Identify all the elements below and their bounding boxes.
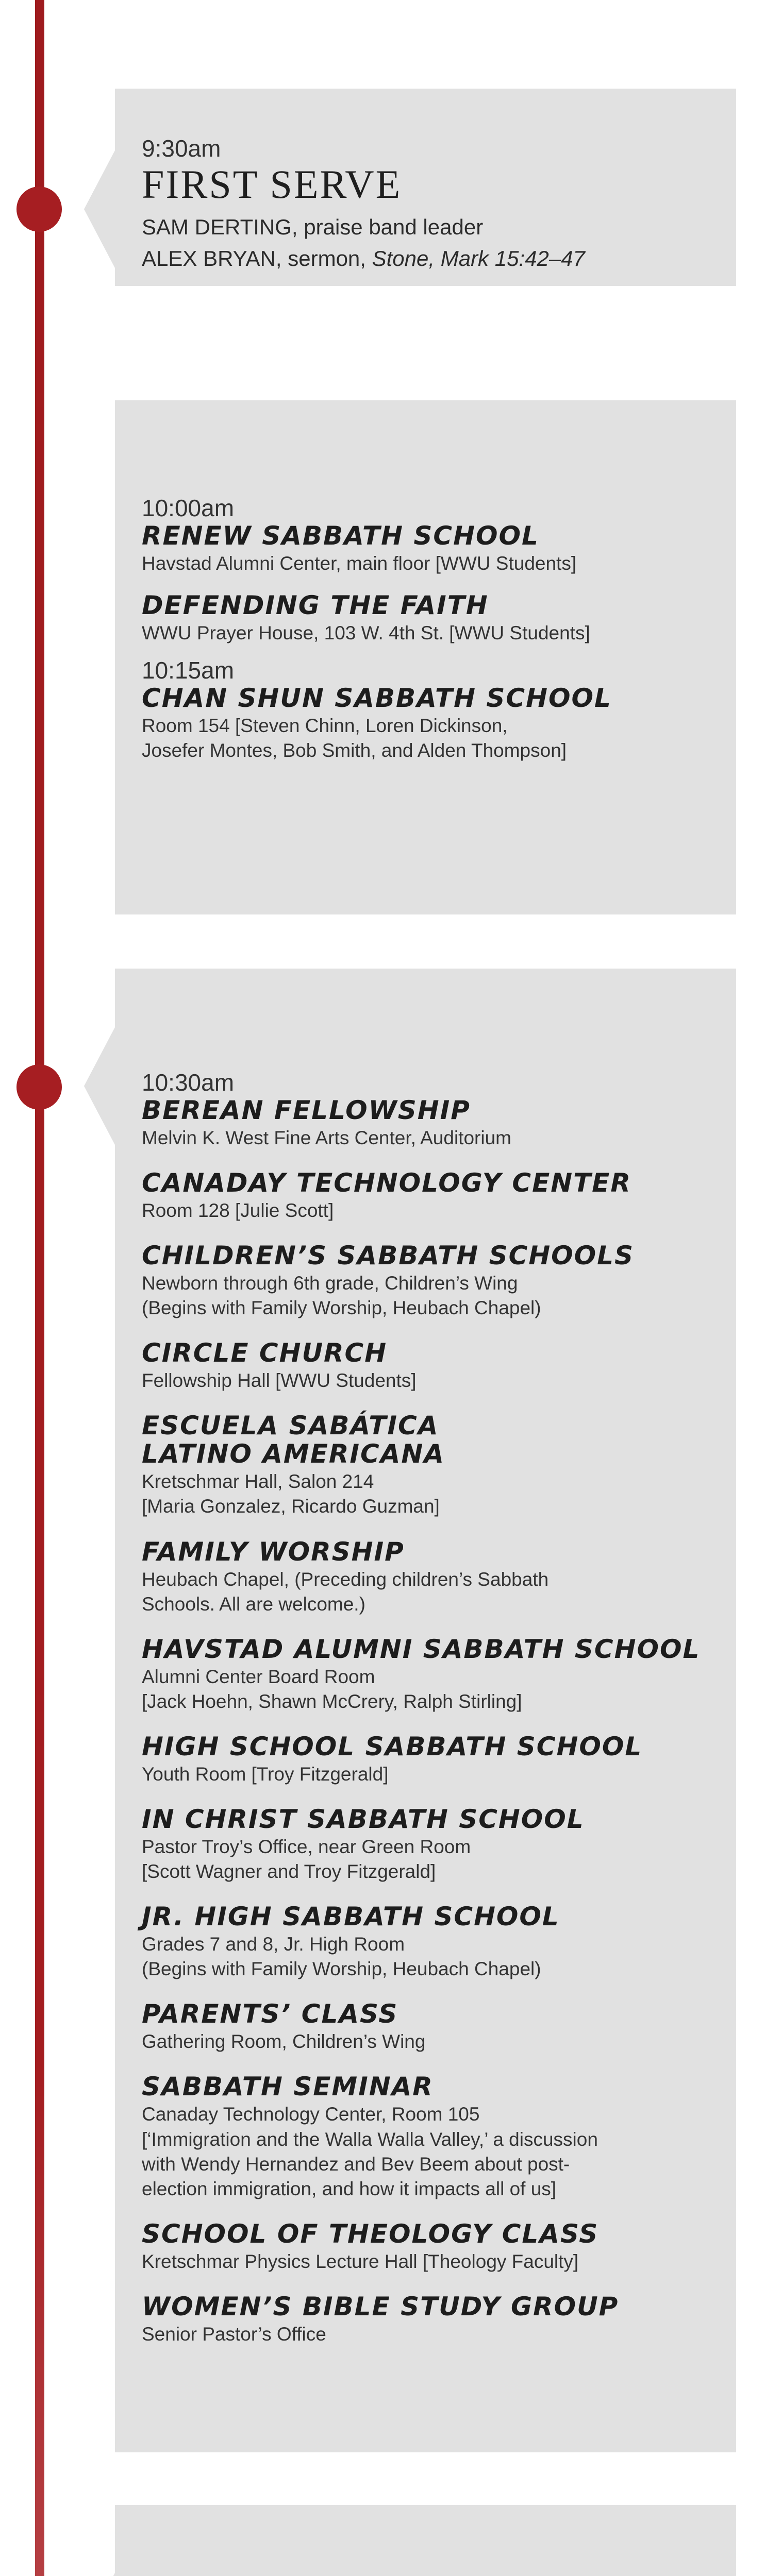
school-detail: Heubach Chapel, (Preceding children’s Sabbath Schools. All are welcome.) (142, 1568, 549, 1615)
school-title: IN CHRIST SABBATH SCHOOL (142, 1804, 585, 1835)
school-entry (142, 1903, 720, 1981)
school-detail: Room 128 [Julie Scott] (142, 1199, 334, 1221)
time-1030: 10:30am (142, 1069, 235, 1096)
school-title: PARENTS’ CLASS (142, 1999, 398, 2029)
school-title: HAVSTAD ALUMNI SABBATH SCHOOL (142, 1634, 701, 1664)
chan-shun-title: CHAN SHUN SABBATH SCHOOL (142, 683, 612, 713)
school-title: SABBATH SEMINAR (142, 2072, 434, 2102)
school-detail: Melvin K. West Fine Arts Center, Auditorium (142, 1127, 511, 1148)
school-entry (142, 1733, 720, 1787)
chan-shun-entry (142, 684, 720, 763)
renew-entry (142, 522, 720, 576)
renew-detail: Havstad Alumni Center, main floor [WWU Students] (142, 552, 577, 574)
schools-1030-content (142, 1069, 720, 2365)
school-detail: Pastor Troy’s Office, near Green Room [Scott Wagner and Troy Fitzgerald] (142, 1836, 471, 1883)
school-entry (142, 1169, 720, 1223)
first-serve-pointer (84, 148, 116, 270)
second-service-pointer (84, 2571, 116, 2576)
school-entry (142, 1096, 720, 1150)
defending-entry (142, 591, 720, 646)
school-detail: Grades 7 and 8, Jr. High Room (Begins with Family Worship, Heubach Chapel) (142, 1934, 541, 1980)
school-entry (142, 1538, 720, 1617)
school-title: JR. HIGH SABBATH SCHOOL (142, 1902, 560, 1932)
school-entry (142, 1805, 720, 1884)
school-list (142, 1096, 720, 2347)
sermon-title: Stone, Mark 15:42–47 (372, 246, 585, 270)
school-detail: Newborn through 6th grade, Children’s Wing (Begins with Family Worship, Heubach Chapel) (142, 1273, 541, 1319)
first-serve-title: FIRST SERVE (142, 161, 402, 207)
school-title: CIRCLE CHURCH (142, 1338, 388, 1368)
school-entry (142, 1635, 720, 1714)
first-serve-leader: SAM DERTING, praise band leader (142, 214, 484, 239)
school-detail: Alumni Center Board Room [Jack Hoehn, Shawn McCrery, Ralph Stirling] (142, 1666, 522, 1712)
chan-shun-detail: Room 154 [Steven Chinn, Loren Dickinson, Josefer Montes, Bob Smith, and Alden Thompson] (142, 715, 567, 761)
second-service-panel (115, 2505, 736, 2576)
early-schools-content (142, 495, 720, 783)
school-entry (142, 1412, 720, 1519)
schools-1030-pointer (84, 1025, 116, 1147)
first-serve-time: 9:30am (142, 135, 221, 162)
timeline-dot-first-serve (16, 187, 62, 232)
school-title: WOMEN’S BIBLE STUDY GROUP (142, 2291, 619, 2321)
school-entry (142, 1339, 720, 1393)
defending-detail: WWU Prayer House, 103 W. 4th St. [WWU Students] (142, 622, 590, 643)
school-entry (142, 1242, 720, 1320)
timeline-rail (35, 0, 44, 2576)
renew-title: RENEW SABBATH SCHOOL (142, 520, 539, 551)
school-detail: Youth Room [Troy Fitzgerald] (142, 1763, 389, 1785)
school-title: ESCUELA SABÁTICA LATINO AMERICANA (142, 1411, 445, 1469)
school-title: SCHOOL OF THEOLOGY CLASS (142, 2218, 599, 2249)
school-entry (142, 2293, 720, 2347)
school-entry (142, 2073, 720, 2201)
school-detail: Fellowship Hall [WWU Students] (142, 1370, 417, 1392)
school-detail: Kretschmar Hall, Salon 214 [Maria Gonzalez, Ricardo Guzman] (142, 1471, 440, 1517)
school-title: FAMILY WORSHIP (142, 1536, 405, 1567)
school-detail: Canaday Technology Center, Room 105 [‘Immigration and the Walla Walla Valley,’ a discussion with Wendy Hernandez and Bev Beem about post- election immigration, and how it impacts all of us] (142, 2104, 598, 2199)
school-detail: Senior Pastor’s Office (142, 2323, 326, 2345)
school-title: CANADAY TECHNOLOGY CENTER (142, 1167, 631, 1198)
first-serve-content (142, 135, 720, 275)
time-1000: 10:00am (142, 495, 235, 521)
first-serve-sermon (142, 243, 720, 275)
school-detail: Gathering Room, Children’s Wing (142, 2031, 426, 2053)
school-detail: Kretschmar Physics Lecture Hall [Theology Faculty] (142, 2250, 579, 2272)
school-entry (142, 2220, 720, 2274)
school-title: BEREAN FELLOWSHIP (142, 1095, 471, 1125)
timeline-dot-1030 (16, 1064, 62, 1110)
school-entry (142, 2000, 720, 2054)
defending-title: DEFENDING THE FAITH (142, 590, 489, 620)
sermon-speaker: ALEX BRYAN, sermon, (142, 246, 372, 270)
time-1015: 10:15am (142, 657, 235, 684)
school-title: CHILDREN’S SABBATH SCHOOLS (142, 1241, 635, 1271)
school-title: HIGH SCHOOL SABBATH SCHOOL (142, 1731, 643, 1761)
